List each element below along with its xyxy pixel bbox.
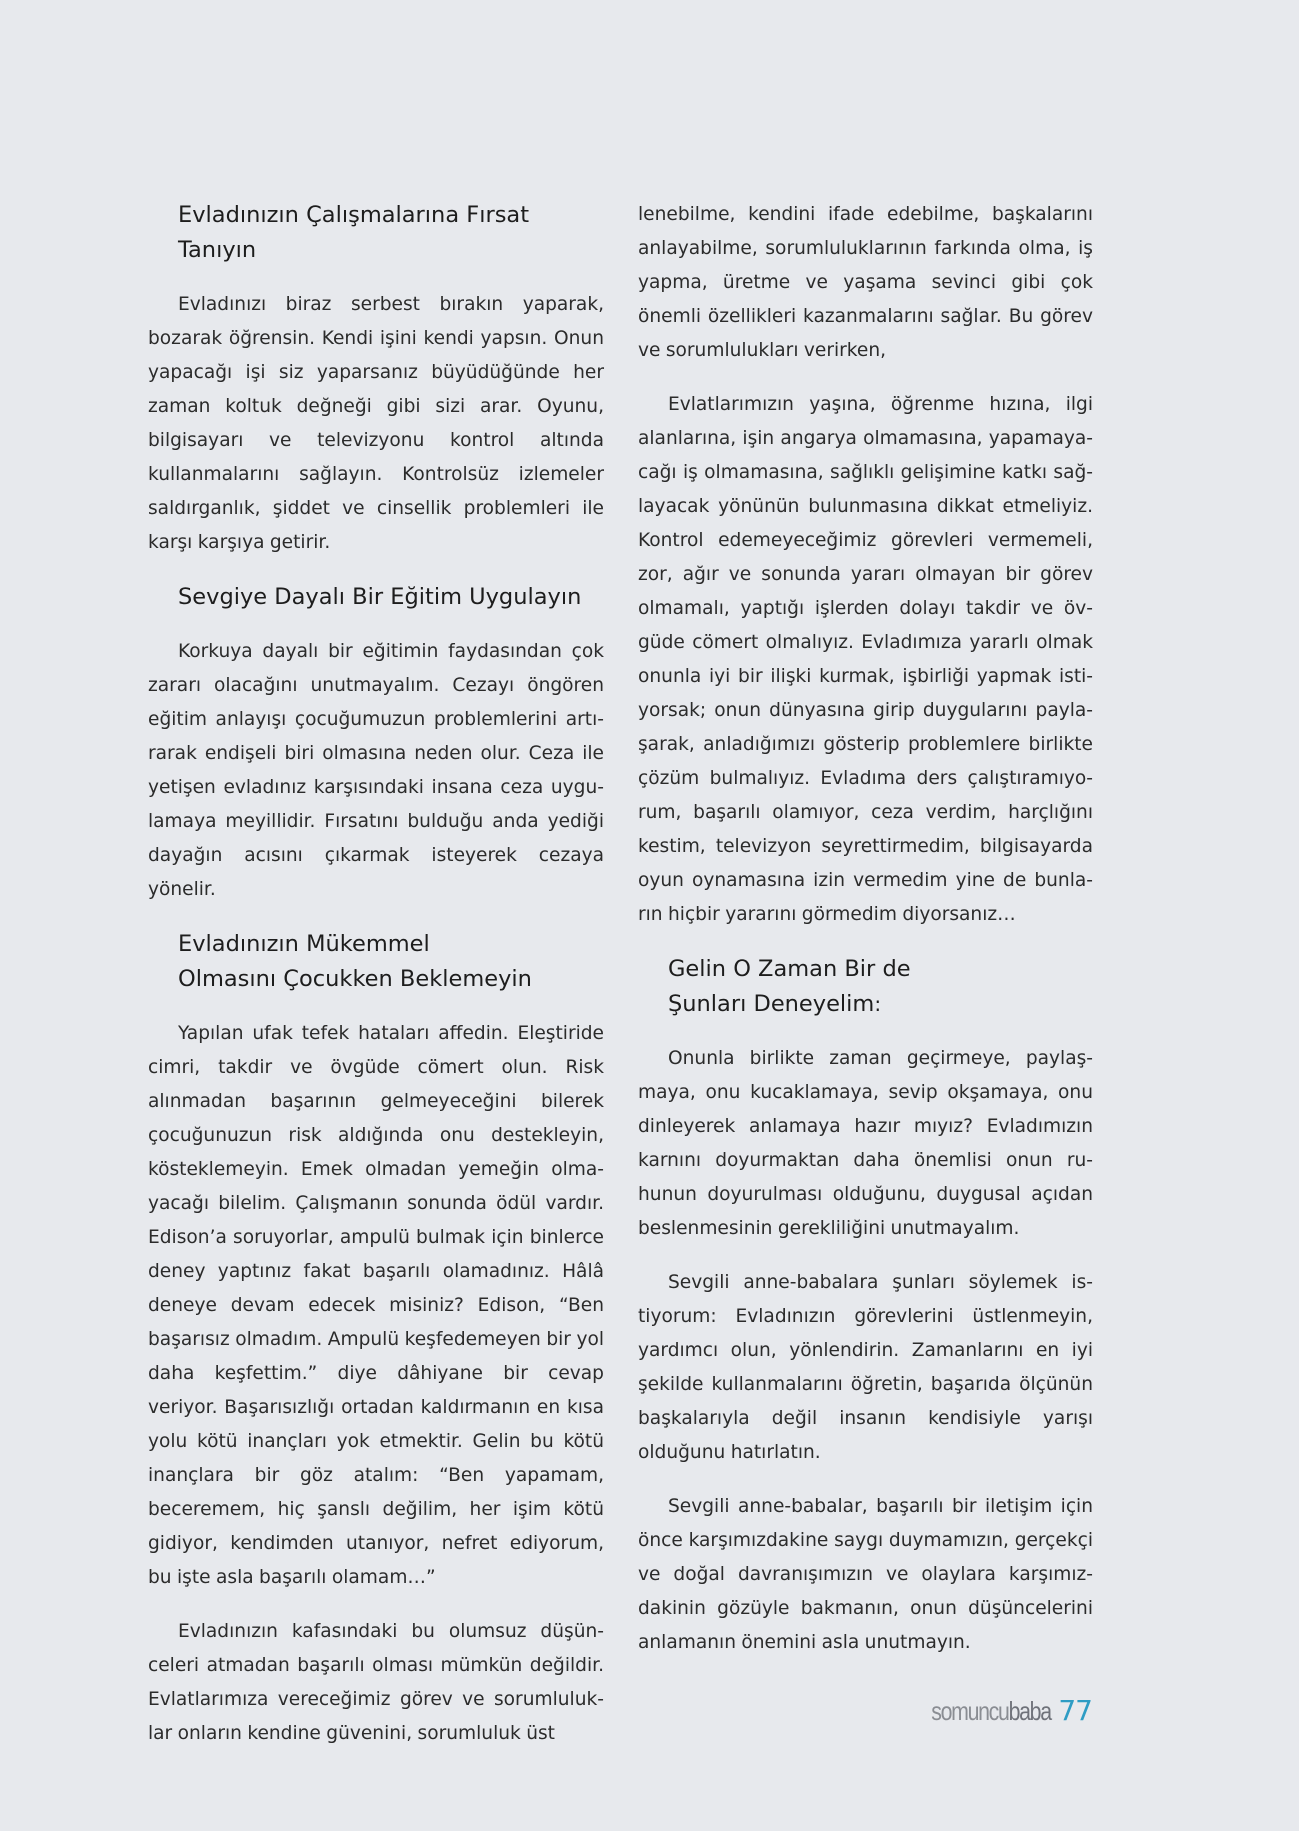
heading-colon: : xyxy=(874,992,882,1016)
left-column xyxy=(148,198,604,1751)
section-heading-line: Şunları Deneyelim xyxy=(668,991,875,1017)
section-heading: Evladınızın Çalışmalarına Fırsat Tanıyın xyxy=(178,202,530,263)
paragraph: Onunla birlikte zaman geçirmeye, paylaşmaya, onu kucaklamaya, sevip okşamaya, onu dinleyerek anlamaya hazır mıyız? Evladımızın karnını doyurmaktan daha önemlisi onun ruhunun doyurulması olduğunu, duygusal açıdan beslenmesinin gerekliliğini unutmayalım. xyxy=(638,1048,1093,1239)
paragraph: Korkuya dayalı bir eğitimin faydasından çok zararı olacağını unutmayalım. Cezayı öngören eğitim anlayışı çocuğumuzun problemlerini artırarak endişeli biri olmasına neden olur. Ceza ile yetişen evladınız karşısındaki insana ceza uygulamaya meyillidir. Fırsatını bulduğu anda yediği dayağın acısını çıkarmak isteyerek cezaya yönelir. xyxy=(148,641,604,900)
section-heading: Sevgiye Dayalı Bir Eğitim Uygulayın xyxy=(178,584,582,610)
paragraph: Sevgili anne-babalar, başarılı bir iletişim için önce karşımızdakine saygı duymamızın, gerçekçi ve doğal davranışımızın ve olaylara karşımızdakinin gözüyle bakmanın, onun düşüncelerini anlamanın önemini asla unutmayın. xyxy=(638,1496,1093,1653)
paragraph: Evladınızın kafasındaki bu olumsuz düşünceleri atmadan başarılı olması mümkün değildir. Evlatlarımıza vereceğimiz görev ve sorumluluklar onların kendine güvenini, sorumluluk üst xyxy=(148,1621,604,1744)
paragraph: Yapılan ufak tefek hataları affedin. Eleştiride cimri, takdir ve övgüde cömert olun. Risk alınmadan başarının gelmeyeceğini bilerek çocuğunuzun risk aldığında onu destekleyin, kösteklemeyin. Emek olmadan yemeğin olmayacağı bilelim. Çalışmanın sonunda ödül vardır. Edison’a soruyorlar, ampulü bulmak için binlerce deney yaptınız fakat başarılı olamadınız. Hâlâ deneye devam edecek misiniz? Edison, “Ben başarısız olmadım. Ampulü keşfedemeyen bir yol daha keşfettim.” diye dâhiyane bir cevap veriyor. Başarısızlığı ortadan kaldırmanın en kısa yolu kötü inançları yok etmektir. Gelin bu kötü inançlara bir göz atalım: “Ben yapamam, beceremem, hiç şanslı değilim, her işim kötü gidiyor, kendimden utanıyor, nefret ediyorum, bu işte asla başarılı olamam…” xyxy=(148,1023,604,1588)
paragraph: Sevgili anne-babalara şunları söylemek istiyorum: Evladınızın görevlerini üstlenmeyin, yardımcı olun, yönlendirin. Zamanlarını en iyi şekilde kullanmalarını öğretin, başarıda ölçünün başkalarıyla değil insanın kendisiyle yarışı olduğunu hatırlatın. xyxy=(638,1272,1093,1463)
right-column xyxy=(638,198,1093,1660)
section-heading xyxy=(178,927,604,997)
magazine-logo xyxy=(931,1696,1051,1727)
section-heading xyxy=(668,952,1093,1022)
page-number: 77 xyxy=(1058,1694,1092,1727)
paragraph: lenebilme, kendini ifade edebilme, başkalarını anlayabilme, sorumluluklarının farkında olma, iş yapma, üretme ve yaşama sevinci gibi çok önemli özellikleri kazanmalarını sağlar. Bu görev ve sorumlulukları verirken, xyxy=(638,204,1093,361)
section-heading-line: Evladınızın Mükemmel xyxy=(178,931,430,957)
paragraph: Evladınızı biraz serbest bırakın yaparak, bozarak öğrensin. Kendi işini kendi yapsın. Onun yapacağı işi siz yaparsanız büyüdüğünde her zaman koltuk değneği gibi sizi arar. Oyunu, bilgisayarı ve televizyonu kontrol altında kullanmalarını sağlayın. Kontrolsüz izlemeler saldırganlık, şiddet ve cinsellik problemleri ile karşı karşıya getirir. xyxy=(148,294,604,553)
section-heading-line: Olmasını Çocukken Beklemeyin xyxy=(178,966,532,992)
page-footer xyxy=(905,1694,1092,1727)
section-heading-line: Gelin O Zaman Bir de xyxy=(668,956,911,982)
logo-part: somuncu xyxy=(930,1696,1009,1726)
paragraph: Evlatlarımızın yaşına, öğrenme hızına, ilgi alanlarına, işin angarya olmamasına, yapamayacağı iş olmamasına, sağlıklı gelişimine katkı sağlayacak yönünün bulunmasına dikkat etmeliyiz. Kontrol edemeyeceğimiz görevleri vermemeli, zor, ağır ve sonunda yararı olmayan bir görev olmamalı, yaptığı işlerden dolayı takdir ve övgüde cömert olmalıyız. Evladımıza yararlı olmak onunla iyi bir ilişki kurmak, işbirliği yapmak istiyorsak; onun dünyasına girip duygularını paylaşarak, anladığımızı gösterip problemlere birlikte çözüm bulmalıyız. Evladıma ders çalıştıramıyorum, başarılı olamıyor, ceza verdim, harçlığını kestim, televizyon seyrettirmedim, bilgisayarda oyun oynamasına izin vermedim yine de bunların hiçbir yararını görmedim diyorsanız… xyxy=(638,394,1093,925)
logo-part: baba xyxy=(1008,1696,1051,1726)
